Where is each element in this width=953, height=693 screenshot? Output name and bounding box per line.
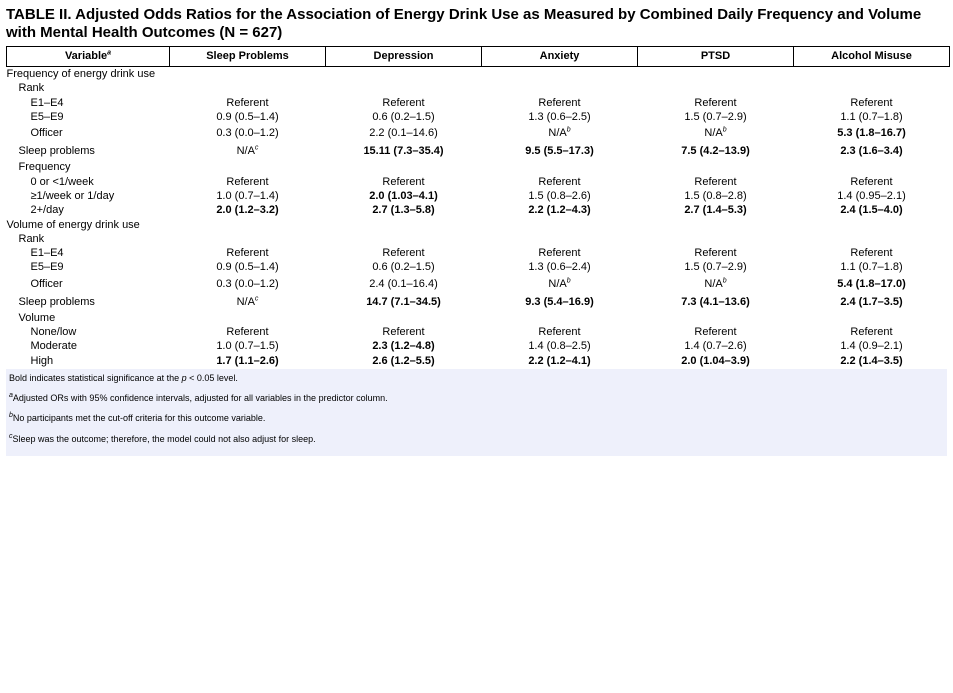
row-label: Frequency: [18, 161, 71, 174]
row-label: High: [30, 354, 54, 367]
header-ptsd: PTSD: [638, 47, 794, 67]
table-cell: 1.5 (0.7–2.9): [684, 261, 747, 274]
table-row: [7, 325, 950, 339]
table-cell: [794, 160, 950, 174]
table-row: [7, 339, 950, 353]
table-cell: [638, 160, 794, 174]
table-cell: 2.7 (1.4–5.3): [684, 204, 747, 217]
table-cell: 2.2 (1.4–3.5): [840, 354, 903, 367]
table-cell: 1.5 (0.8–2.6): [528, 189, 591, 202]
table-cell: Referent: [226, 96, 269, 109]
table-cell: [482, 232, 638, 246]
table-cell: 1.4 (0.95–2.1): [837, 189, 906, 202]
row-label: E1–E4: [30, 247, 64, 260]
table-title: TABLE II. Adjusted Odds Ratios for the Association of Energy Drink Use as Measured by Combined Daily Frequency and Volume with Mental Health Outcomes (N = 627): [6, 6, 922, 41]
table-cell: Referent: [694, 175, 737, 188]
table-cell: [326, 81, 482, 95]
table-cell: [326, 67, 482, 82]
header-variable: Variable$^a$: [7, 47, 170, 67]
table-cell: Referent: [226, 247, 269, 260]
table-cell: 2.0 (1.04–3.9): [681, 354, 750, 367]
row-label: ≥1/week or 1/day: [30, 189, 115, 202]
table-row: [7, 110, 950, 124]
table-cell: 1.7 (1.1–2.6): [216, 354, 279, 367]
table-cell: 1.5 (0.7–2.9): [684, 111, 747, 124]
table-cell: [326, 217, 482, 231]
row-label: Rank: [18, 82, 45, 95]
table-row: [7, 96, 950, 110]
table-cell: [794, 232, 950, 246]
row-label: Moderate: [30, 340, 77, 353]
row-label: 2+/day: [30, 204, 64, 217]
table-cell: 0.6 (0.2–1.5): [372, 261, 435, 274]
table-cell: 9.3 (5.4–16.9): [525, 295, 594, 308]
table-cell: 0.9 (0.5–1.4): [216, 261, 279, 274]
table-cell: 2.7 (1.3–5.8): [372, 204, 435, 217]
table-cell: [482, 217, 638, 231]
footnote-c: $^c$Sleep was the outcome; therefore, the model could not also adjust for sleep.: [9, 432, 316, 444]
table-cell: 1.4 (0.7–2.6): [684, 340, 747, 353]
table-cell: 0.9 (0.5–1.4): [216, 111, 279, 124]
table-cell: 2.3 (1.6–3.4): [840, 145, 903, 158]
table-cell: Referent: [694, 96, 737, 109]
header-depression: Depression: [326, 47, 482, 67]
table-cell: 7.5 (4.2–13.9): [681, 145, 750, 158]
table-cell: 5.3 (1.8–16.7): [837, 127, 906, 140]
table-cell: 2.4 (1.7–3.5): [840, 295, 903, 308]
row-label: Frequency of energy drink use: [6, 68, 156, 81]
table-cell: [170, 81, 326, 95]
table-cell: [170, 67, 326, 82]
table-cell: 2.3 (1.2–4.8): [372, 340, 435, 353]
table-cell: 5.4 (1.8–17.0): [837, 277, 906, 290]
table-cell: 2.4 (0.1–16.4): [369, 277, 438, 290]
table-cell: 1.3 (0.6–2.5): [528, 111, 591, 124]
table-row: [7, 124, 950, 142]
odds-ratio-table: [6, 46, 950, 368]
table-cell: Referent: [538, 326, 581, 338]
table-cell: 1.0 (0.7–1.5): [216, 340, 279, 353]
table-cell: [170, 217, 326, 231]
table-cell: [638, 232, 794, 246]
row-label: Rank: [18, 232, 45, 245]
table-cell: 14.7 (7.1–34.5): [366, 295, 441, 308]
table-cell: $N/A^b$: [704, 276, 727, 290]
table-cell: 2.0 (1.03–4.1): [369, 189, 438, 202]
row-label: E5–E9: [30, 111, 64, 124]
row-label: Volume of energy drink use: [6, 218, 140, 231]
table-row: [7, 67, 950, 82]
table-cell: $N/A^c$: [236, 294, 259, 308]
table-cell: 2.4 (1.5–4.0): [840, 204, 903, 217]
table-cell: $N/A^b$: [704, 126, 727, 140]
row-label: 0 or <1/week: [30, 175, 94, 188]
table-cell: Referent: [850, 96, 893, 109]
row-label: Officer: [30, 127, 63, 140]
table-container: [6, 6, 947, 456]
table-cell: 1.1 (0.7–1.8): [840, 111, 903, 124]
table-cell: 9.5 (5.5–17.3): [525, 145, 594, 158]
table-cell: $N/A^b$: [548, 126, 571, 140]
table-cell: 7.3 (4.1–13.6): [681, 295, 750, 308]
table-row: [7, 260, 950, 274]
table-cell: 15.11 (7.3–35.4): [363, 145, 444, 158]
row-label: None/low: [30, 326, 77, 338]
table-cell: $N/A^c$: [236, 144, 259, 158]
table-row: [7, 203, 950, 217]
table-cell: 2.2 (0.1–14.6): [369, 127, 438, 140]
table-cell: Referent: [382, 96, 425, 109]
table-row: [7, 311, 950, 325]
footnote-bold: Bold indicates statistical significance at the p < 0.05 level.: [9, 372, 238, 383]
table-cell: [638, 67, 794, 82]
table-cell: 1.0 (0.7–1.4): [216, 189, 279, 202]
table-cell: 2.2 (1.2–4.3): [528, 204, 591, 217]
row-label: Volume: [18, 311, 56, 324]
row-label: E1–E4: [30, 96, 64, 109]
header-row: [7, 47, 950, 67]
table-row: [7, 232, 950, 246]
table-cell: [482, 160, 638, 174]
table-row: [7, 353, 950, 367]
table-cell: Referent: [694, 247, 737, 260]
footnote-b: $^b$No participants met the cut-off criteria for this outcome variable.: [9, 412, 266, 424]
row-label: Sleep problems: [18, 145, 95, 158]
table-cell: Referent: [694, 326, 737, 338]
table-cell: 1.3 (0.6–2.4): [528, 261, 591, 274]
table-row: [7, 246, 950, 260]
header-anxiety: Anxiety: [482, 47, 638, 67]
table-cell: 2.2 (1.2–4.1): [528, 354, 591, 367]
table-body: [7, 67, 950, 368]
table-cell: [326, 160, 482, 174]
table-cell: [638, 81, 794, 95]
table-cell: Referent: [850, 326, 893, 338]
table-cell: 1.5 (0.8–2.8): [684, 189, 747, 202]
table-row: [7, 142, 950, 160]
footnotes: [6, 369, 947, 457]
table-cell: [794, 217, 950, 231]
table-cell: 2.0 (1.2–3.2): [216, 204, 279, 217]
table-cell: 0.3 (0.0–1.2): [216, 127, 279, 140]
table-cell: Referent: [382, 326, 425, 338]
table-cell: [638, 311, 794, 325]
row-label: Sleep problems: [18, 295, 95, 308]
table-row: [7, 217, 950, 231]
table-cell: [170, 160, 326, 174]
table-cell: 0.6 (0.2–1.5): [372, 111, 435, 124]
table-cell: [794, 67, 950, 82]
header-sleep-problems: Sleep Problems: [170, 47, 326, 67]
table-cell: Referent: [850, 247, 893, 260]
table-cell: [326, 311, 482, 325]
table-cell: [794, 311, 950, 325]
table-cell: 1.4 (0.9–2.1): [840, 340, 903, 353]
table-cell: Referent: [382, 175, 425, 188]
table-cell: 0.3 (0.0–1.2): [216, 277, 279, 290]
table-cell: 1.4 (0.8–2.5): [528, 340, 591, 353]
table-cell: Referent: [538, 96, 581, 109]
table-cell: [482, 81, 638, 95]
table-cell: 2.6 (1.2–5.5): [372, 354, 435, 367]
table-cell: [794, 81, 950, 95]
row-label: E5–E9: [30, 261, 64, 274]
table-cell: [638, 217, 794, 231]
header-alcohol-misuse: Alcohol Misuse: [794, 47, 950, 67]
table-cell: [170, 232, 326, 246]
table-cell: [482, 67, 638, 82]
table-cell: [170, 311, 326, 325]
table-row: [7, 174, 950, 188]
table-cell: $N/A^b$: [548, 276, 571, 290]
table-cell: Referent: [382, 247, 425, 260]
table-cell: [326, 232, 482, 246]
table-row: [7, 293, 950, 311]
row-label: Officer: [30, 277, 63, 290]
table-cell: [482, 311, 638, 325]
table-row: [7, 275, 950, 293]
table-row: [7, 189, 950, 203]
table-row: [7, 160, 950, 174]
table-cell: Referent: [226, 326, 269, 338]
table-cell: Referent: [538, 175, 581, 188]
table-cell: Referent: [850, 175, 893, 188]
table-cell: Referent: [538, 247, 581, 260]
table-row: [7, 81, 950, 95]
table-cell: 1.1 (0.7–1.8): [840, 261, 903, 274]
footnote-a: $^a$Adjusted ORs with 95% confidence intervals, adjusted for all variables in the predictor column.: [9, 391, 388, 403]
table-cell: Referent: [226, 175, 269, 188]
